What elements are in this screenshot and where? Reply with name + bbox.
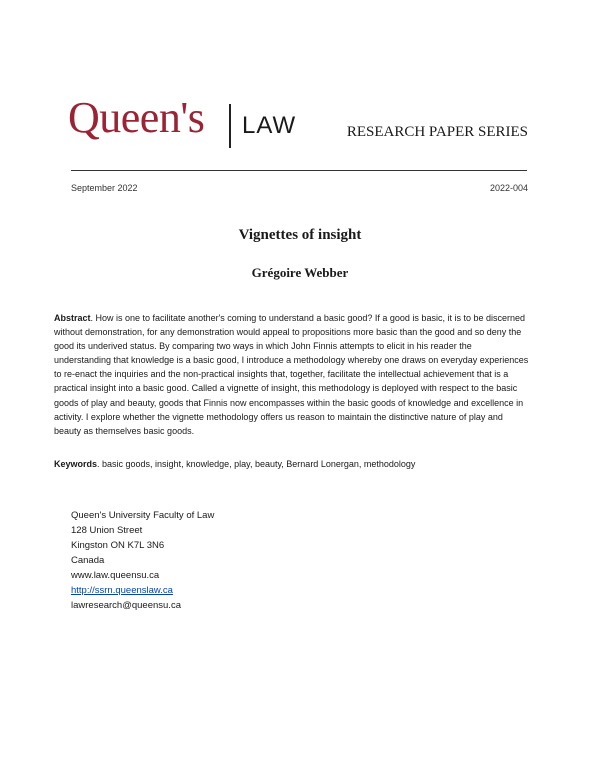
keywords: [54, 457, 530, 471]
address-line-website: www.law.queensu.ca: [71, 570, 160, 581]
keywords-label: Keywords: [54, 459, 98, 469]
header-rule: [71, 170, 527, 171]
paper-author: Grégoire Webber: [251, 265, 349, 280]
address-line-street: 128 Union Street: [71, 525, 143, 536]
contact-address: [71, 508, 214, 613]
address-line-email: lawresearch@queensu.ca: [71, 600, 181, 611]
address-line-city: Kingston ON K7L 3N6: [71, 540, 165, 551]
publication-date: September 2022: [71, 183, 138, 193]
abstract-text: . How is one to facilitate another's coming to understand a basic good? If a good is basic, it is to be discerned without demonstration, for any demonstration would appeal to propositions more basic than the good and so deny the good its underived status. By comparing two ways in which John Finnis attempts to elicit in his reader the understanding that knowledge is a basic good, I introduce a methodology whereby one draws on everyday experiences to re-enact the inquiries and the non-practical insights that, together, facilitate the intellectual achievement that is a practical insight into a basic good. Called a vignette of insight, this methodology is deployed with respect to the basic goods of play and beauty, goods that Finnis now encompasses within the basic goods of knowledge and excellence in activity. I explore whether the vignette methodology offers us reason to maintain the distinctive nature of play and beauty as themselves basic goods.: [54, 313, 529, 436]
queens-logo-text: Queen's: [68, 93, 205, 142]
address-line-institution: Queen's University Faculty of Law: [71, 510, 215, 521]
address-line-country: Canada: [71, 555, 105, 566]
keywords-text: . basic goods, insight, knowledge, play, beauty, Bernard Lonergan, methodology: [97, 459, 416, 469]
paper-number: 2022-004: [489, 183, 528, 193]
paper-title: Vignettes of insight: [238, 227, 362, 243]
series-title: RESEARCH PAPER SERIES: [346, 124, 528, 140]
logo-divider: [229, 104, 231, 148]
abstract: [54, 311, 530, 438]
ssrn-link[interactable]: http://ssrn.queenslaw.ca: [71, 585, 173, 596]
abstract-label: Abstract: [54, 313, 91, 323]
law-logo-text: LAW: [242, 112, 297, 139]
